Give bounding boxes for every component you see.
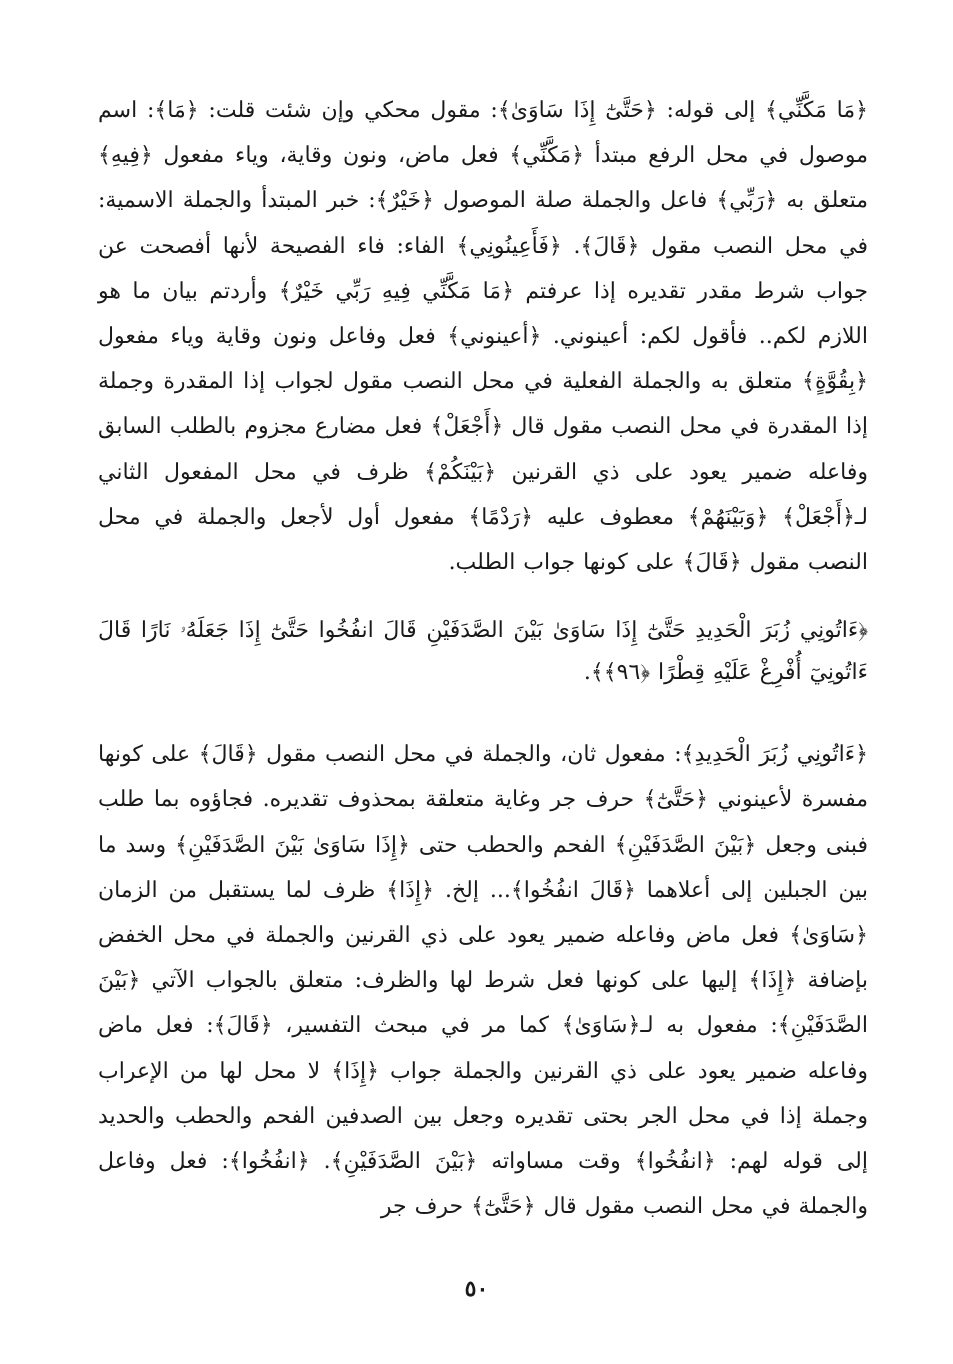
tafsir-paragraph-2: ﴿ءَاتُونِي زُبَرَ الْحَدِيدِ﴾: مفعول ثان، والجملة في محل النصب مقول ﴿قَالَ﴾ على كونها مفسرة لأعينوني ﴿حَتَّىٰٓ﴾ حرف جر وغاية متعلقة بمحذوف تقديره. فجاؤوه بما طلب فبنى وجعل ﴿بَيْنَ الصَّدَفَيْنِ﴾ الفحم والحطب حتى ﴿إِذَا سَاوَىٰ بَيْنَ الصَّدَفَيْنِ﴾ وسد ما بين الجبلين إلى أعلاهما ﴿قَالَ انفُخُوا﴾... إلخ. ﴿إِذَا﴾ ظرف لما يستقبل من الزمان ﴿سَاوَىٰ﴾ فعل ماض وفاعله ضمير يعود على ذي القرنين والجملة في محل الخفض بإضافة ﴿إِذَا﴾ إليها على كونها فعل شرط لها والظرف: متعلق بالجواب الآتي ﴿بَيْنَ الصَّدَفَيْنِ﴾: مفعول به لـ﴿سَاوَىٰ﴾ كما مر في مبحث التفسير، ﴿قَالَ﴾: فعل ماض وفاعله ضمير يعود على ذي القرنين والجملة جواب ﴿إِذَا﴾ لا محل لها من الإعراب وجملة إذا في محل الجر بحتى تقديره وجعل بين الصدفين الفحم والحطب والحديد إلى قوله لهم: ﴿انفُخُوا﴾ وقت مساواته ﴿بَيْنَ الصَّدَفَيْنِ﴾. ﴿انفُخُوا﴾: فعل وفاعل والجملة في محل النصب مقول قال ﴿حَتَّىٰٓ﴾ حرف جر — [98, 742, 868, 1220]
page-number: ٥٠ — [464, 1276, 489, 1302]
quran-verse: ﴿ءَاتُونِي زُبَرَ الْحَدِيدِ حَتَّىٰٓ إِذَا سَاوَىٰ بَيْنَ الصَّدَفَيْنِ قَالَ انفُخُوا حَتَّىٰٓ إِذَا جَعَلَهُۥ نَارًا قَالَ ءَاتُونِيٓ أُفْرِغْ عَلَيْهِ قِطْرًا ﴿٩٦﴾﴾. — [98, 618, 868, 686]
tafsir-paragraph-1: ﴿مَا مَكَّنِّي﴾ إلى قوله: ﴿حَتَّىٰٓ إِذَا سَاوَىٰ﴾: مقول محكي وإن شئت قلت: ﴿مَا﴾: اسم موصول في محل الرفع مبتدأ ﴿مَكَّنِّي﴾ فعل ماض، ونون وقاية، وياء مفعول ﴿فِيهِ﴾ متعلق به ﴿رَبِّي﴾ فاعل والجملة صلة الموصول ﴿خَيْرٌ﴾: خبر المبتدأ والجملة الاسمية: في محل النصب مقول ﴿قَالَ﴾. ﴿فَأَعِينُونِي﴾ الفاء: فاء الفصيحة لأنها أفصحت عن جواب شرط مقدر تقديره إذا عرفتم ﴿مَا مَكَّنِّي فِيهِ رَبِّي خَيْرٌ﴾ وأردتم بيان ما هو اللازم لكم.. فأقول لكم: أعينوني. ﴿أعينوني﴾ فعل وفاعل ونون وقاية وياء مفعول ﴿بِقُوَّةٍ﴾ متعلق به والجملة الفعلية في محل النصب مقول لجواب إذا المقدرة وجملة إذا المقدرة في محل النصب مقول قال ﴿أَجْعَلْ﴾ فعل مضارع مجزوم بالطلب السابق وفاعله ضمير يعود على ذي القرنين ﴿بَيْنَكُمْ﴾ ظرف في محل المفعول الثاني لـ﴿أَجْعَلْ﴾ ﴿وَبَيْنَهُمْ﴾ معطوف عليه ﴿رَدْمًا﴾ مفعول أول لأجعل والجملة في محل النصب مقول ﴿قَالَ﴾ على كونها جواب الطلب. — [98, 98, 868, 576]
page-body — [98, 88, 868, 1229]
